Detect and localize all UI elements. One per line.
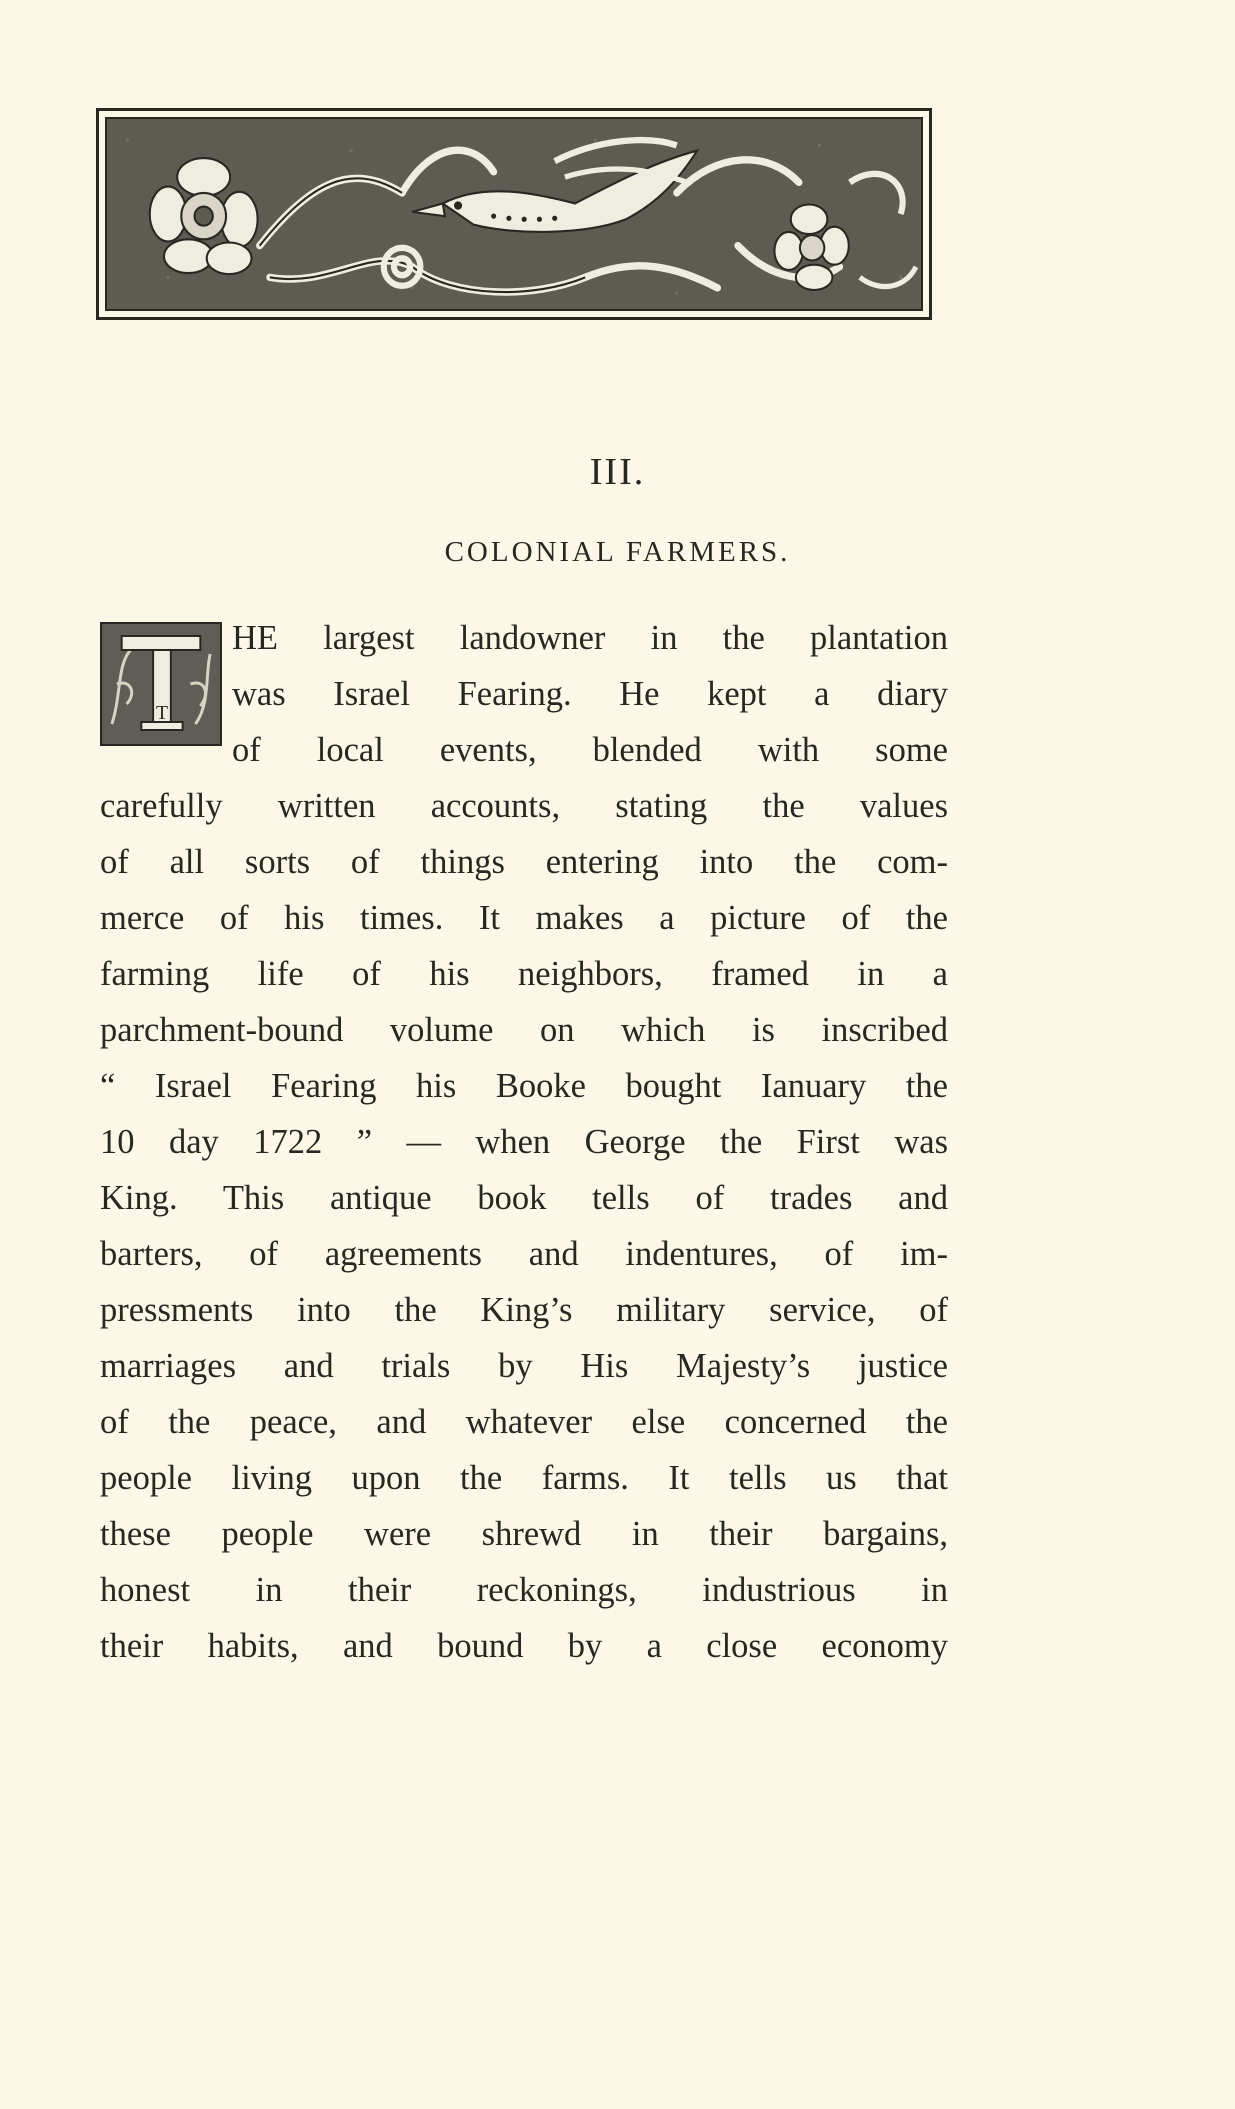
body-line-7: farming life of his neighbors, framed in a xyxy=(100,955,948,993)
body-line-1: HE largest landowner in the plantation xyxy=(232,619,948,657)
body-line-15: of the peace, and whatever else concerned the xyxy=(100,1403,948,1441)
chapter-title: COLONIAL FARMERS. xyxy=(444,536,791,568)
body-line-3: of local events, blended with some xyxy=(232,731,948,769)
body-line-11: King. This antique book tells of trades and xyxy=(100,1179,948,1217)
body-line-9: “ Israel Fearing his Booke bought Ianuary the xyxy=(100,1067,948,1105)
body-line-5: of all sorts of things entering into the com- xyxy=(100,843,948,881)
floral-bird-ornament-icon xyxy=(107,119,921,309)
body-line-19: their habits, and bound by a close economy xyxy=(100,1627,948,1665)
body-line-13: pressments into the King’s military service, of xyxy=(100,1291,948,1329)
body-line-8: parchment-bound volume on which is inscribed xyxy=(100,1011,948,1049)
body-line-18: honest in their reckonings, industrious in xyxy=(100,1571,948,1609)
body-line-17: these people were shrewd in their bargains, xyxy=(100,1515,948,1553)
ornamental-headpiece xyxy=(96,108,932,320)
body-line-14: marriages and trials by His Majesty’s justice xyxy=(100,1347,948,1385)
ornamental-initial-icon xyxy=(102,624,220,744)
body-line-2: was Israel Fearing. He kept a diary xyxy=(232,675,948,713)
chapter-number: III. xyxy=(589,451,646,493)
body-line-16: people living upon the farms. It tells us that xyxy=(100,1459,948,1497)
headpiece-engraving xyxy=(105,117,923,311)
body-line-10: 10 day 1722 ” — when George the First was xyxy=(100,1123,948,1161)
body-line-12: barters, of agreements and indentures, of im- xyxy=(100,1235,948,1273)
body-line-6: merce of his times. It makes a picture of the xyxy=(100,899,948,937)
drop-cap xyxy=(100,622,222,746)
body-line-4: carefully written accounts, stating the values xyxy=(100,787,948,825)
svg-text:T: T xyxy=(155,701,168,725)
